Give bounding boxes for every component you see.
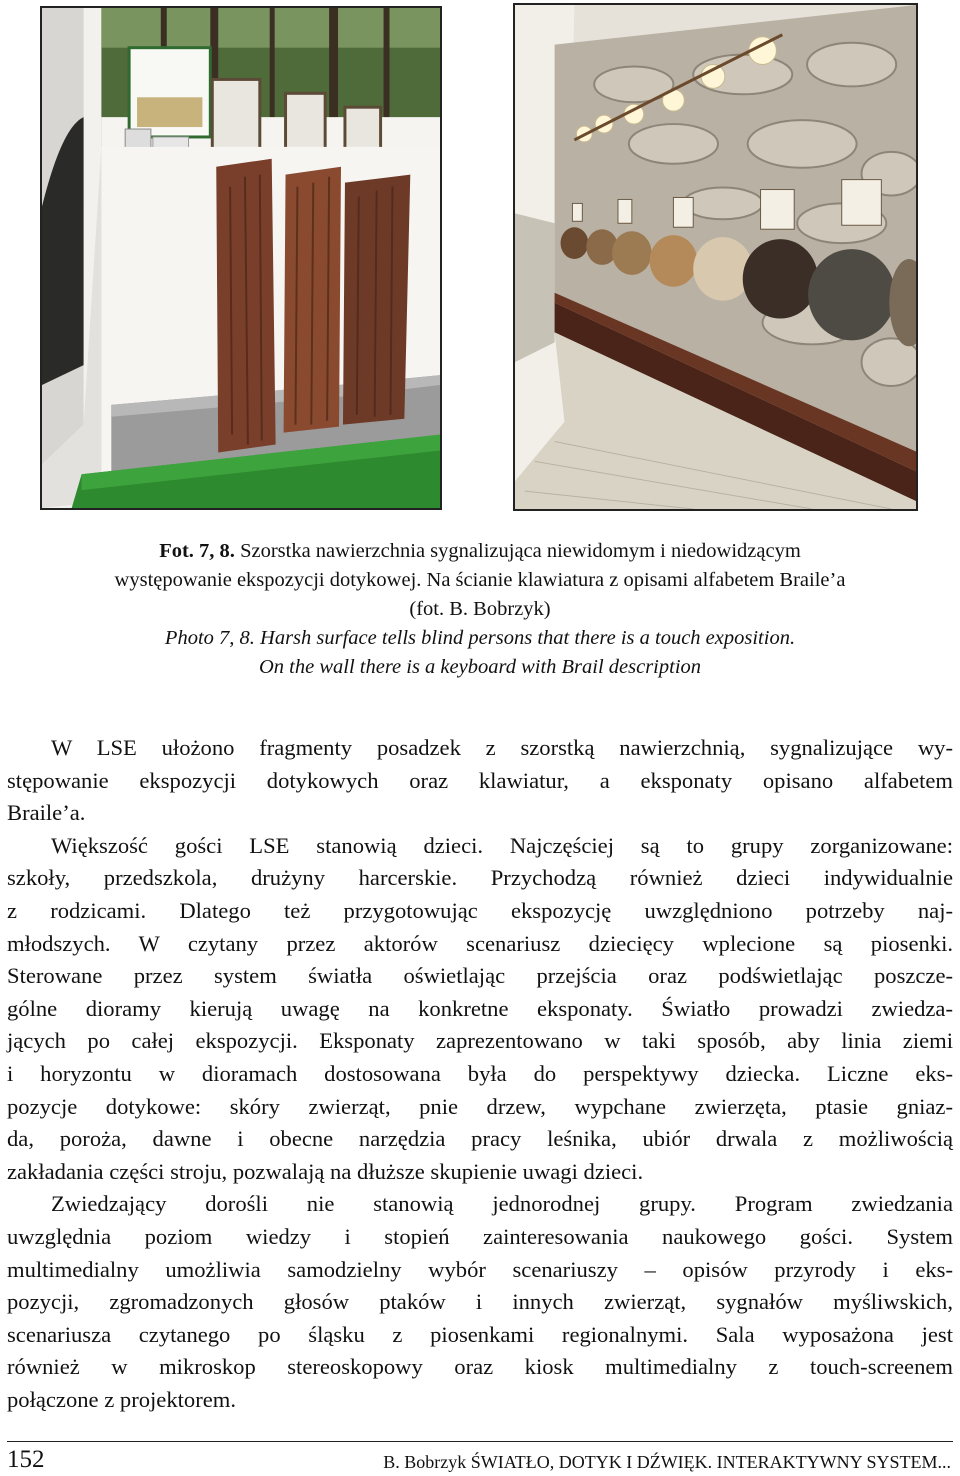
caption-pl-text-2: występowanie ekspozycji dotykowej. Na ścianie klawiatura z opisami alfabetem Braile’a [114,569,846,591]
body-text [7,732,953,1416]
footer-rule [7,1441,953,1442]
page-number: 152 [7,1446,45,1473]
body-line: W LSE ułożono fragmenty posadzek z szorstką nawierzchnią, sygnalizujące wy- [51,735,953,760]
body-line: Zwiedzający dorośli nie stanowią jednorodnej grupy. Program zwiedzania [51,1191,953,1217]
caption-pl-text-1: Szorstka nawierzchnia sygnalizująca niewidomym i niedowidzącym [240,540,801,562]
caption-pl-text-3: (fot. B. Bobrzyk) [409,598,551,620]
figure-caption [20,537,940,682]
body-line: pozycje dotykowe: skóry zwierząt, pnie drzew, wypchane zwierzęta, ptasie gniaz- [7,1093,953,1119]
body-line: młodszych. W czytany przez aktorów scenariusz dziecięcy wplecione są piosenki. [7,930,953,956]
body-line: zakładania części stroju, pozwalają na dłuższe skupienie uwagi dzieci. [7,1158,644,1184]
body-line: pozycji, zgromadzonych głosów ptaków i innych zwierząt, sygnałów myśliwskich, [7,1289,953,1315]
body-line: multimedialny umożliwia samodzielny wybór scenariuszy – opisów przyrody i eks- [7,1256,953,1282]
body-line: uwzględnia poziom wiedzy i stopień zainteresowania naukowego gości. System [7,1223,953,1249]
caption-en-text-1: Photo 7, 8. Harsh surface tells blind persons that there is a touch exposition. [164,627,796,649]
body-line: szkoły, przedszkola, drużyny harcerskie. Przychodzą również dzieci indywidualnie [7,865,953,891]
body-line: połączone z projektorem. [7,1386,236,1412]
running-title: B. Bobrzyk ŚWIATŁO, DOTYK I DŹWIĘK. INTERAKTYWNY SYSTEM... [383,1452,951,1472]
caption-line-1 [20,537,940,566]
caption-en-text-2: On the wall there is a keyboard with Brail description [258,656,702,678]
body-line: jących po całej ekspozycji. Eksponaty zaprezentowano w taki sposób, aby linia ziemi [7,1028,953,1054]
body-line: gólne dioramy kierują uwagę na konkretne eksponaty. Światło prowadzi zwiedza- [7,995,953,1021]
body-line: Większość gości LSE stanowią dzieci. Najczęściej są to grupy zorganizowane: [51,832,953,858]
body-line: Sterowane przez system światła oświetlając przejścia oraz podświetlając poszcze- [7,963,953,989]
caption-prefix: Fot. 7, 8. [159,540,235,562]
body-line: i horyzontu w dioramach dostosowana była do perspektywy dziecka. Liczne eks- [7,1060,953,1086]
body-line: również w mikroskop stereoskopowy oraz kiosk multimedialny z touch-screenem [7,1354,953,1380]
body-line: Braile’a. [7,800,86,826]
body-line: stępowanie ekspozycji dotykowych oraz klawiatur, a eksponaty opisano alfabetem [7,767,953,793]
body-line: da, poroża, dawne i obecne narzędzia pracy leśnika, ubiór drwala z możliwością [7,1126,953,1152]
body-line: scenariusza czytanego po śląsku z piosenkami regionalnymi. Sala wyposażona jest [7,1321,953,1347]
body-line: z rodzicami. Dlatego też przygotowując ekspozycję uwzględniono potrzeby naj- [7,897,953,923]
photo-stone-wall-pelts [513,3,918,511]
photo-tree-trunks [40,6,442,510]
